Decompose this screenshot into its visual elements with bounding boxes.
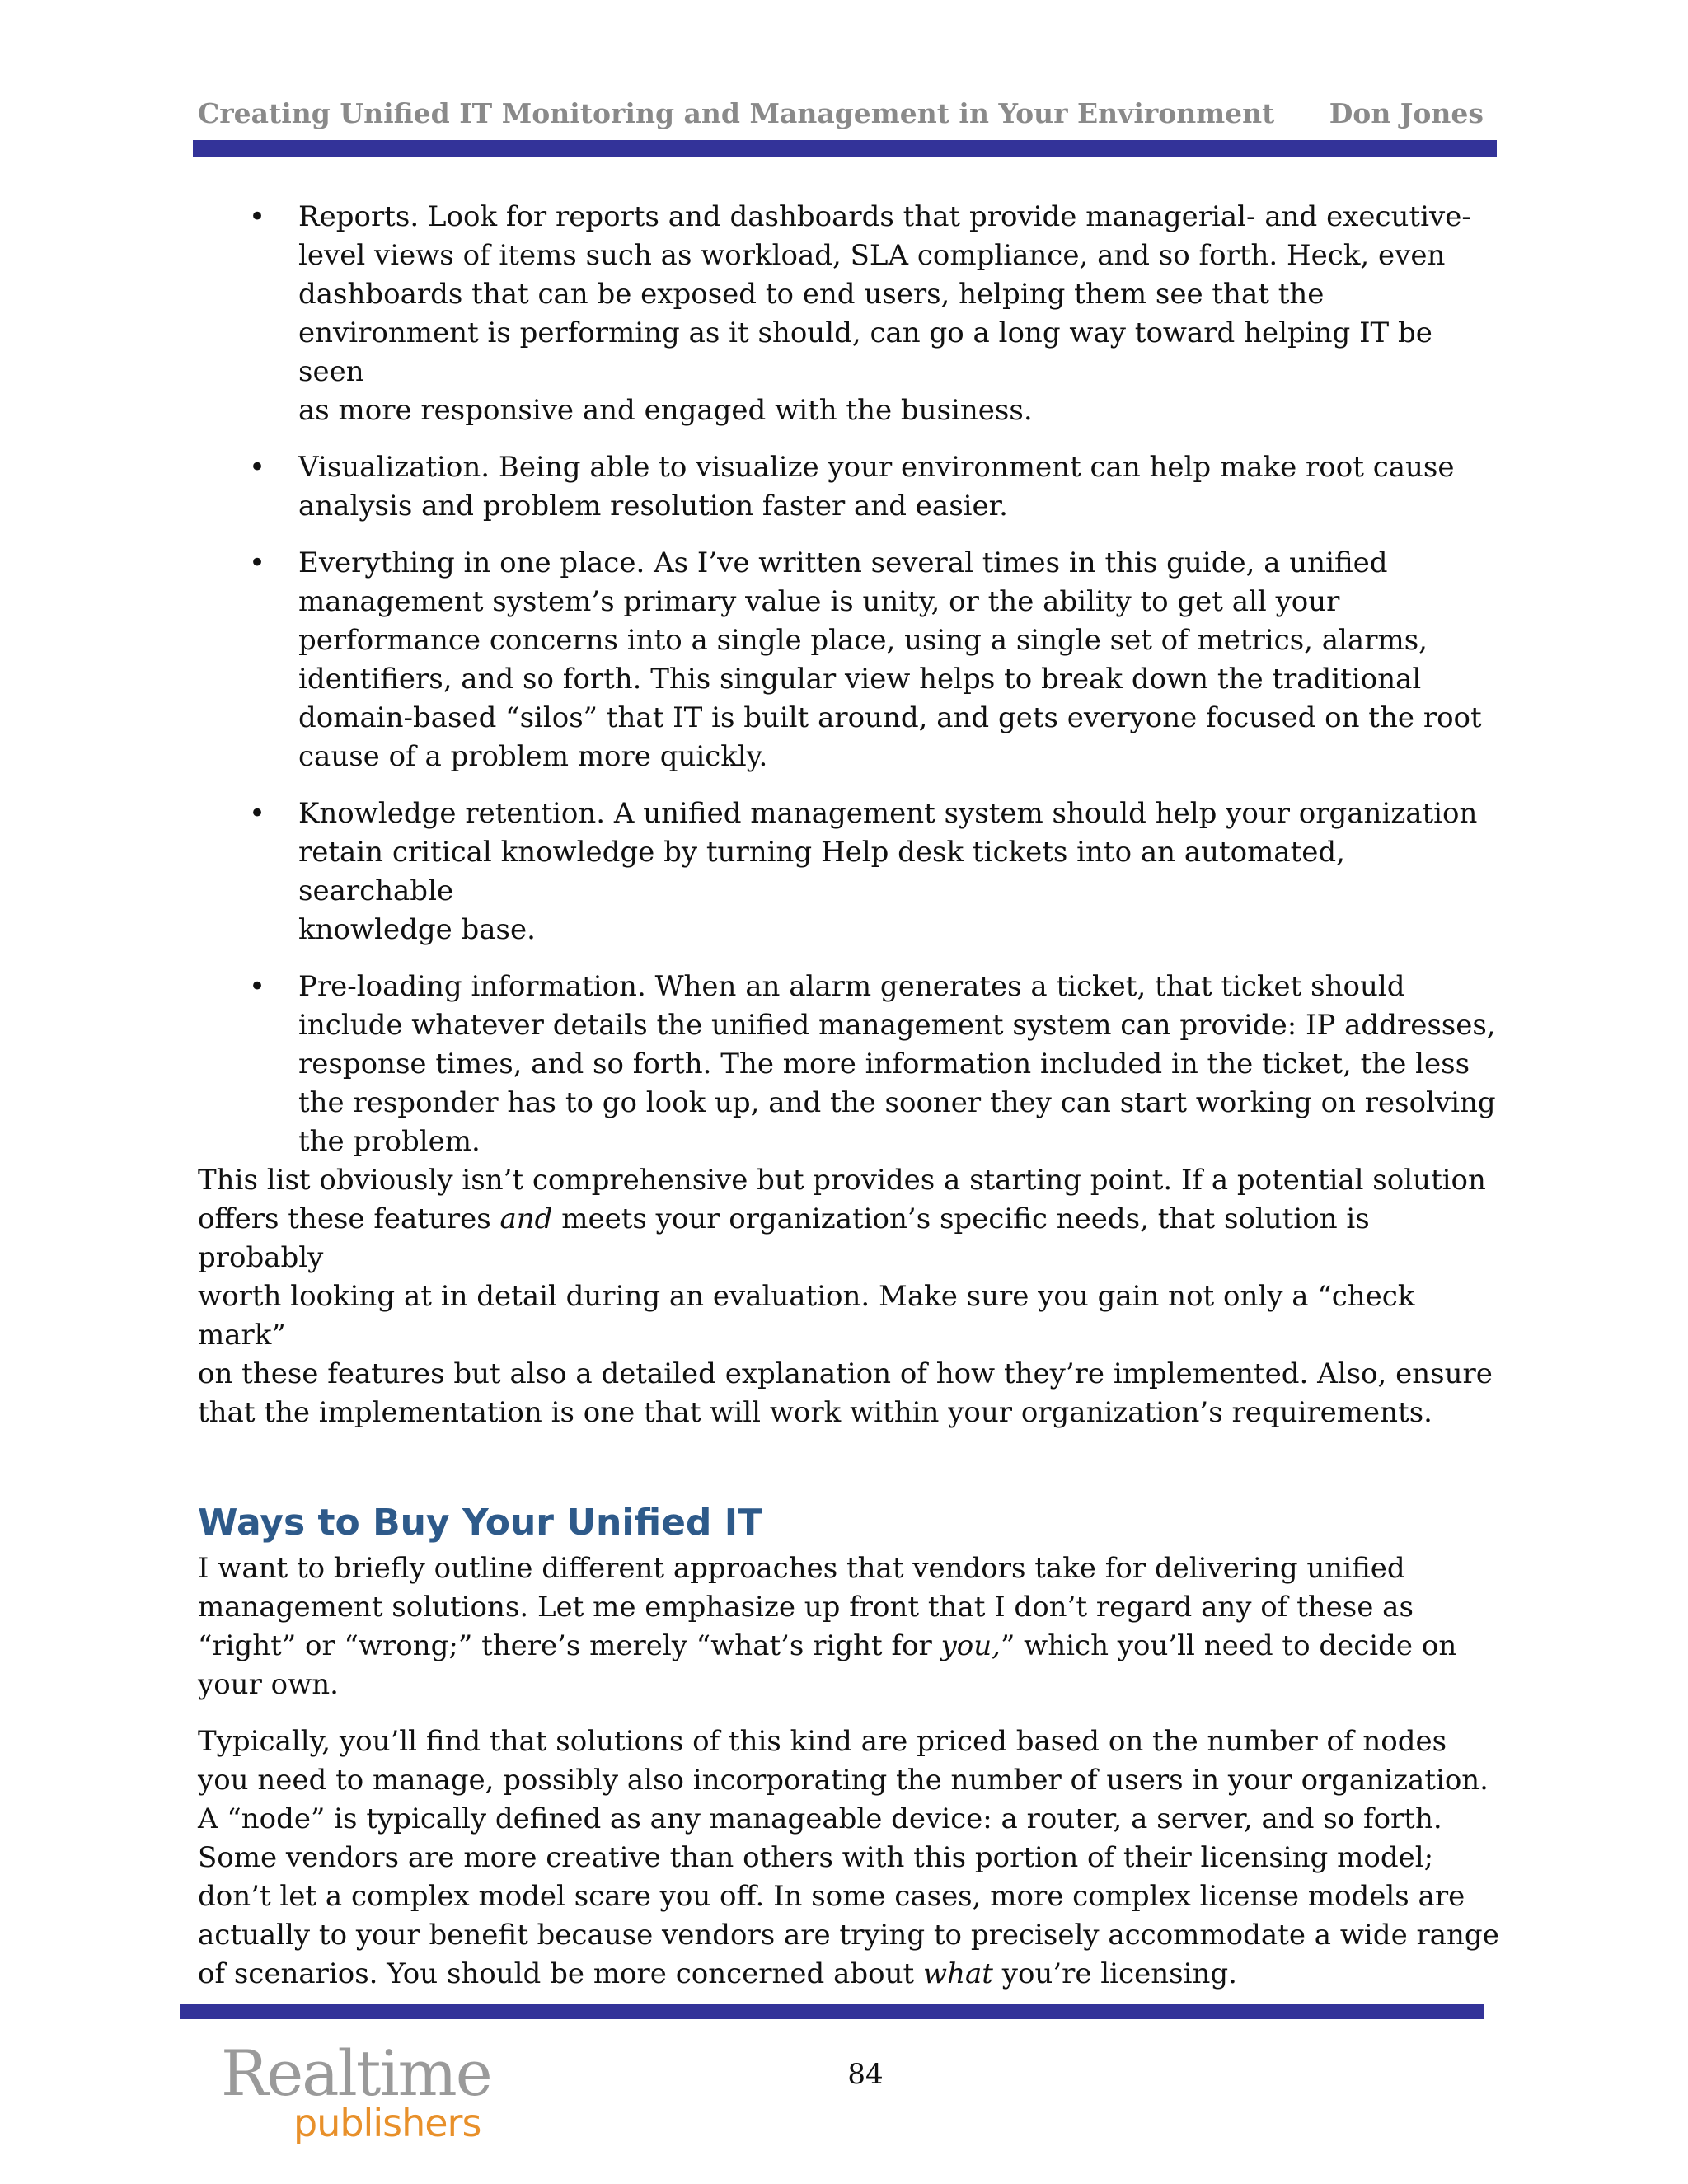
list-item: • Knowledge retention. A unified management system should help your organization retain critical knowledge by turning Help desk tickets into an automated, searchable knowledge base. (198, 794, 1500, 949)
list-item: • Everything in one place. As I’ve written several times in this guide, a unified management system’s primary value is unity, or the ability to get all your performance concerns into a single place, using a single set of metrics, alarms, identifiers, and so forth. This singular view helps to break down the traditional domain-based “silos” that IT is built around, and gets everyone focused on the root cause of a problem more quickly. (198, 544, 1500, 776)
document-title: Creating Unified IT Monitoring and Management in Your Environment (198, 97, 1275, 129)
summary-paragraph: This list obviously isn’t comprehensive but provides a starting point. If a potential solution offers these features and meets your organization’s specific needs, that solution is probably worth looking at in detail during an evaluation. Make sure you gain not only a “check mark” on these features but also a detailed explanation of how they’re implemented. Also, ensure that the implementation is one that will work within your organization’s requirements. (198, 1164, 1493, 1429)
header-rule (193, 140, 1497, 157)
bullet-icon: • (249, 200, 266, 233)
page-number: 84 (847, 2058, 884, 2091)
list-item: • Pre-loading information. When an alarm generates a ticket, that ticket should include whatever details the unified management system can provide: IP addresses, response times, and so forth. The more information included in the ticket, the less the responder has to go look up, and the sooner they can start working on resolving the problem. (198, 968, 1500, 1161)
publisher-logo (221, 2036, 518, 2164)
list-item: • Reports. Look for reports and dashboards that provide managerial- and executive- level views of items such as workload, SLA compliance, and so forth. Heck, even dashboards that can be exposed to end users, helping them see that the environment is performing as it should, can go a long way toward helping IT be seen as more responsive and engaged with the business. (198, 198, 1500, 430)
list-item: • Visualization. Being able to visualize your environment can help make root cause analysis and problem resolution faster and easier. (198, 448, 1500, 526)
feature-list (198, 198, 1500, 1161)
intro-paragraph: I want to briefly outline different approaches that vendors take for delivering unified management solutions. Let me emphasize up front that I don’t regard any of these as “right” or “wrong;” there’s merely “what’s right for you,” which you’ll need to decide on your own. (198, 1552, 1457, 1701)
section-heading: Ways to Buy Your Unified IT (198, 1502, 763, 1544)
bullet-icon: • (249, 451, 266, 484)
bullet-icon: • (249, 797, 266, 830)
bullet-icon: • (249, 546, 266, 579)
pricing-paragraph: Typically, you’ll find that solutions of this kind are priced based on the number of nodes you need to manage, possibly also incorporating the number of users in your organization. A “node” is typically defined as any manageable device: a router, a server, and so forth. Some vendors are more creative than others with this portion of their licensing model; don’t let a complex model scare you off. In some cases, more complex license models are actually to your benefit because vendors are trying to precisely accommodate a wide range of scenarios. You should be more concerned about what you’re licensing. (198, 1725, 1499, 1990)
logo-wordmark-realtime: Realtime (221, 2036, 491, 2110)
author-name: Don Jones (1329, 97, 1484, 129)
page-content (198, 198, 1500, 2012)
footer-rule (180, 2004, 1484, 2019)
bullet-icon: • (249, 970, 266, 1003)
logo-wordmark-publishers: publishers (293, 2101, 481, 2145)
running-header (198, 97, 1484, 138)
